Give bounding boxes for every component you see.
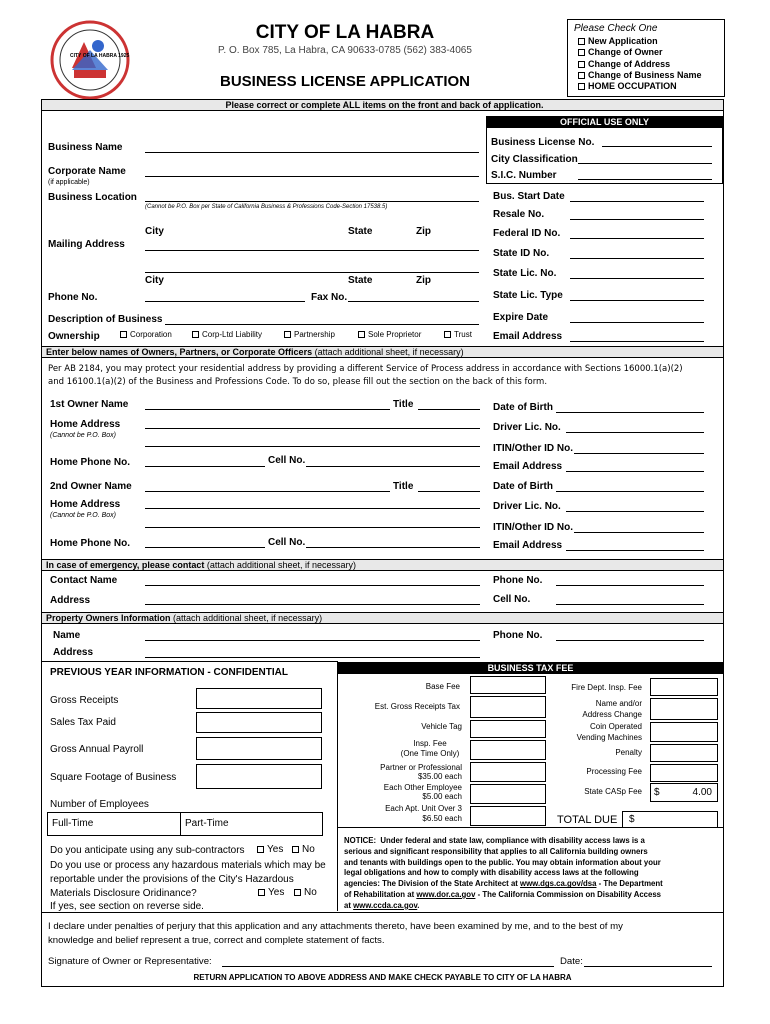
official-use-heading: OFFICIAL USE ONLY: [486, 116, 723, 128]
contact-name-field[interactable]: [145, 585, 480, 586]
zip-label-1: Zip: [416, 226, 431, 237]
city-seal-icon: [50, 20, 130, 100]
total-currency: $: [629, 814, 635, 825]
sic-field[interactable]: [578, 179, 712, 180]
city-name: CITY OF LA HABRA: [255, 22, 435, 43]
mailing-address-field[interactable]: [145, 250, 479, 251]
casp-value: 4.00: [692, 787, 712, 798]
start-date-label: Bus. Start Date: [493, 191, 565, 202]
contact-cell-field[interactable]: [556, 604, 704, 605]
name-change-input[interactable]: [650, 698, 718, 720]
state-lic-type-label: State Lic. Type: [493, 290, 563, 301]
city-label-1: City: [145, 226, 164, 237]
owners-bar: Enter below names of Owners, Partners, or Corporate Officers (attach additional sheet, if necessary): [42, 346, 723, 358]
property-address-label: Address: [53, 647, 94, 658]
ownership-sole-proprietor[interactable]: Sole Proprietor: [358, 331, 421, 339]
owner2-name-field[interactable]: [145, 491, 390, 492]
signature-label: Signature of Owner or Representative:: [48, 956, 212, 967]
owner1-name-field[interactable]: [145, 409, 390, 410]
form-title: BUSINESS LICENSE APPLICATION: [219, 73, 471, 90]
property-phone-label: Phone No.: [493, 630, 543, 641]
owner2-dob-field[interactable]: [556, 491, 704, 492]
owner2-phone-label: Home Phone No.: [50, 538, 131, 549]
owner1-dob-label: Date of Birth: [493, 402, 553, 413]
ownership-corp-ltd[interactable]: Corp-Ltd Liability: [192, 331, 262, 339]
business-location-label: Business Location: [48, 192, 137, 203]
processing-input[interactable]: [650, 764, 718, 782]
owner1-home-field-2[interactable]: [145, 446, 480, 447]
gross-receipts-label: Gross Receipts: [50, 695, 119, 706]
check-home-occupation[interactable]: HOME OCCUPATION: [578, 82, 677, 91]
name-change-label-2: Address Change: [582, 710, 642, 719]
prev-year-heading: PREVIOUS YEAR INFORMATION - CONFIDENTIAL: [50, 667, 288, 678]
resale-label: Resale No.: [493, 209, 545, 220]
each-employee-input[interactable]: [470, 784, 546, 804]
expire-field[interactable]: [570, 322, 704, 323]
property-address-field[interactable]: [145, 657, 480, 658]
partner-label: Partner or Professional: [380, 763, 462, 772]
owner1-po-note: (Cannot be P.O. Box): [50, 432, 117, 439]
corporate-name-field[interactable]: [145, 176, 479, 177]
state-lic-type-field[interactable]: [570, 300, 704, 301]
seal-text: CITY OF LA HABRA 1925: [70, 53, 130, 59]
check-new-application[interactable]: New Application: [578, 37, 658, 46]
partner-input[interactable]: [470, 762, 546, 782]
owner2-itin-label: ITIN/Other ID No.: [493, 522, 573, 533]
owner2-email-label: Email Address: [493, 540, 563, 551]
total-due-label: TOTAL DUE: [557, 814, 618, 826]
owner2-home-field[interactable]: [145, 508, 480, 509]
base-fee-label: Base Fee: [425, 682, 460, 691]
contact-address-label: Address: [50, 595, 91, 606]
check-change-address[interactable]: Change of Address: [578, 60, 670, 69]
property-phone-field[interactable]: [556, 640, 704, 641]
dor-link[interactable]: www.dor.ca.gov: [416, 889, 476, 899]
employees-label: Number of Employees: [50, 799, 149, 810]
declaration-line2: knowledge and belief represent a true, correct and complete statement of facts.: [48, 935, 385, 946]
sqft-input[interactable]: [196, 764, 322, 789]
emergency-bar: In case of emergency, please contact (attach additional sheet, if necessary): [42, 559, 723, 571]
ownership-trust[interactable]: Trust: [444, 331, 472, 339]
description-field[interactable]: [165, 324, 479, 325]
owner1-itin-field[interactable]: [574, 453, 704, 454]
coin-input[interactable]: [650, 722, 718, 742]
location-note: (Cannot be P.O. Box per State of California Business & Professions Code-Section 17538.5): [145, 204, 388, 210]
est-gross-input[interactable]: [470, 696, 546, 718]
penalty-input[interactable]: [650, 744, 718, 762]
contact-cell-label: Cell No.: [493, 594, 531, 605]
declaration-divider: [42, 912, 723, 913]
partner-label-2: $35.00 each: [417, 772, 462, 781]
subcontractors-no[interactable]: No: [292, 845, 315, 855]
coin-label: Coin Operated: [589, 722, 642, 731]
expire-label: Expire Date: [493, 312, 549, 323]
owner2-home-field-2[interactable]: [145, 527, 480, 528]
hazard-line1: Do you use or process any hazardous materials which may be: [50, 860, 326, 871]
owner1-phone-label: Home Phone No.: [50, 457, 131, 468]
property-name-field[interactable]: [145, 640, 480, 641]
city-seal: [50, 20, 130, 100]
state-lic-label: State Lic. No.: [493, 268, 557, 279]
ccda-link[interactable]: www.ccda.ca.gov: [353, 900, 418, 910]
payroll-input[interactable]: [196, 737, 322, 760]
tax-heading: BUSINESS TAX FEE: [338, 662, 723, 674]
email-field[interactable]: [570, 341, 704, 342]
ownership-label: Ownership: [48, 331, 100, 342]
owner1-title-label: Title: [393, 399, 414, 410]
description-label: Description of Business: [48, 314, 163, 325]
est-gross-label: Est. Gross Receipts Tax: [374, 702, 460, 711]
hazard-line4: If yes, see section on reverse side.: [50, 901, 204, 912]
hazard-line3: Materials Disclosure Oridinance?: [50, 888, 197, 899]
gross-receipts-input[interactable]: [196, 688, 322, 709]
state-label-1: State: [348, 226, 373, 237]
fax-field[interactable]: [348, 301, 479, 302]
name-change-label: Name and/or: [595, 699, 642, 708]
check-change-owner[interactable]: Change of Owner: [578, 48, 663, 57]
owner2-driver-field[interactable]: [566, 511, 704, 512]
contact-phone-label: Phone No.: [493, 575, 543, 586]
owner1-itin-label: ITIN/Other ID No.: [493, 443, 573, 454]
each-employee-label: Each Other Employee: [383, 783, 462, 792]
apt-unit-label: Each Apt. Unit Over 3: [385, 804, 462, 813]
total-due-input[interactable]: [622, 811, 718, 828]
sales-tax-input[interactable]: [196, 712, 322, 733]
owner1-dob-field[interactable]: [556, 412, 704, 413]
resale-field[interactable]: [570, 219, 704, 220]
fire-insp-input[interactable]: [650, 678, 718, 696]
owner1-driver-label: Driver Lic. No.: [493, 422, 561, 433]
hazard-no[interactable]: No: [294, 888, 317, 898]
coin-label-2: Vending Machines: [576, 733, 642, 742]
owner1-home-label: Home Address: [50, 419, 121, 430]
owner2-name-label: 2nd Owner Name: [50, 481, 132, 492]
base-fee-input[interactable]: [470, 676, 546, 694]
owner1-driver-field[interactable]: [566, 432, 704, 433]
license-no-label: Business License No.: [491, 137, 595, 148]
date-field[interactable]: [584, 966, 712, 967]
owner1-cell-label: Cell No.: [268, 455, 306, 466]
ownership-partnership[interactable]: Partnership: [284, 331, 335, 339]
disability-notice: NOTICE: Under federal and state law, compliance with disability access laws is a serious and significant responsibility that applies to all California building owners and tenants with buildings open to the public. You may obtain information about your legal obligations and how to comply with disability access laws at the following agencies: The Division of the State Architect at www.dgs.ca.gov/dsa - The Department of Rehabilitation at www.dor.ca.gov - The California Commission on Disability Access at www.ccda.ca.gov.: [344, 836, 663, 910]
state-label-2: State: [348, 275, 373, 286]
state-lic-field[interactable]: [570, 278, 704, 279]
casp-currency: $: [654, 787, 660, 798]
hazard-yes[interactable]: Yes: [258, 888, 284, 898]
owner2-phone-field[interactable]: [145, 547, 265, 548]
city-address: P. O. Box 785, La Habra, CA 90633-0785 (562) 383-4065: [218, 45, 472, 56]
classification-field[interactable]: [578, 163, 712, 164]
license-no-field[interactable]: [602, 146, 712, 147]
owner1-phone-field[interactable]: [145, 466, 265, 467]
fulltime-label: Full-Time: [52, 818, 94, 829]
insp-fee-label: Insp. Fee: [413, 739, 447, 748]
employees-divider: [180, 812, 181, 836]
fire-insp-label: Fire Dept. Insp. Fee: [571, 683, 642, 692]
property-bar: Property Owners Information (attach additional sheet, if necessary): [42, 612, 723, 624]
owner2-title-label: Title: [393, 481, 414, 492]
hazard-line2: reportable under the provisions of the City's Hazardous: [50, 874, 294, 885]
contact-name-label: Contact Name: [50, 575, 118, 586]
mailing-address-field-2[interactable]: [145, 272, 479, 273]
owner2-driver-label: Driver Lic. No.: [493, 501, 561, 512]
business-name-label: Business Name: [48, 142, 123, 153]
owner2-po-note: (Cannot be P.O. Box): [50, 512, 117, 519]
owner2-title-field[interactable]: [418, 491, 480, 492]
casp-label: State CASp Fee: [584, 787, 642, 796]
apt-unit-label-2: $6.50 each: [422, 814, 462, 823]
date-label: Date:: [560, 956, 583, 967]
owner2-itin-field[interactable]: [574, 532, 704, 533]
ownership-corporation[interactable]: Corporation: [120, 331, 172, 339]
start-date-field[interactable]: [570, 201, 704, 202]
owner2-home-label: Home Address: [50, 499, 121, 510]
business-name-field[interactable]: [145, 152, 479, 153]
processing-label: Processing Fee: [586, 767, 642, 776]
state-id-label: State ID No.: [493, 248, 550, 259]
owner2-email-field[interactable]: [566, 550, 704, 551]
state-id-field[interactable]: [570, 258, 704, 259]
contact-phone-field[interactable]: [556, 585, 704, 586]
vehicle-tag-input[interactable]: [470, 720, 546, 738]
penalty-label: Penalty: [615, 748, 642, 757]
if-applicable-note: (if applicable): [48, 179, 90, 186]
each-employee-label-2: $5.00 each: [422, 792, 462, 801]
contact-address-field[interactable]: [145, 604, 480, 605]
federal-id-field[interactable]: [570, 238, 704, 239]
mailing-address-label: Mailing Address: [48, 239, 125, 250]
owner1-cell-field[interactable]: [306, 466, 480, 467]
ab2184-line1: Per AB 2184, you may protect your residential address by providing a different Service of Process address in accordance with Sections 16000.1(a)(2): [48, 364, 683, 374]
classification-label: City Classification: [491, 154, 578, 165]
subcontractors-yes[interactable]: Yes: [257, 845, 283, 855]
owner2-dob-label: Date of Birth: [493, 481, 553, 492]
business-location-field[interactable]: [145, 201, 479, 202]
phone-label: Phone No.: [48, 292, 98, 303]
sic-label: S.I.C. Number: [491, 170, 557, 181]
dsa-link[interactable]: www.dgs.ca.gov/dsa: [520, 879, 597, 889]
notice-top: Please correct or complete ALL items on the front and back of application.: [42, 99, 723, 111]
insp-fee-label-2: (One Time Only): [400, 749, 460, 758]
owner2-cell-label: Cell No.: [268, 537, 306, 548]
parttime-label: Part-Time: [185, 818, 229, 829]
corporate-name-label: Corporate Name: [48, 166, 126, 177]
federal-id-label: Federal ID No.: [493, 228, 561, 239]
check-change-business-name[interactable]: Change of Business Name: [578, 71, 702, 80]
insp-fee-input[interactable]: [470, 740, 546, 760]
subcontractors-label: Do you anticipate using any sub-contractors: [50, 845, 245, 856]
footer-instruction: RETURN APPLICATION TO ABOVE ADDRESS AND MAKE CHECK PAYABLE TO CITY OF LA HABRA: [193, 973, 572, 982]
owner1-email-label: Email Address: [493, 461, 563, 472]
payroll-label: Gross Annual Payroll: [50, 744, 144, 755]
apt-unit-input[interactable]: [470, 806, 546, 826]
zip-label-2: Zip: [416, 275, 431, 286]
property-name-label: Name: [53, 630, 81, 641]
owner2-cell-field[interactable]: [306, 547, 480, 548]
ab2184-line2: and 16100.1(a)(2) of the Business and Professions Code. To do so, please fill out the section on the back of this form.: [48, 377, 548, 387]
casp-input[interactable]: [650, 783, 718, 802]
owner1-title-field[interactable]: [418, 409, 480, 410]
owner1-home-field[interactable]: [145, 428, 480, 429]
vehicle-tag-label: Vehicle Tag: [421, 722, 462, 731]
signature-field[interactable]: [222, 966, 554, 967]
check-one-box: [567, 19, 725, 97]
check-one-heading: Please Check One: [574, 23, 658, 34]
declaration-line1: I declare under penalties of perjury that this application and any attachments thereto, have been examined by me, and to the best of my: [48, 921, 623, 932]
email-label: Email Address: [493, 331, 563, 342]
city-label-2: City: [145, 275, 164, 286]
sales-tax-label: Sales Tax Paid: [50, 717, 116, 728]
sqft-label: Square Footage of Business: [50, 772, 177, 783]
fax-label: Fax No.: [311, 292, 348, 303]
phone-field[interactable]: [145, 301, 305, 302]
owner1-name-label: 1st Owner Name: [50, 399, 129, 410]
owner1-email-field[interactable]: [566, 471, 704, 472]
